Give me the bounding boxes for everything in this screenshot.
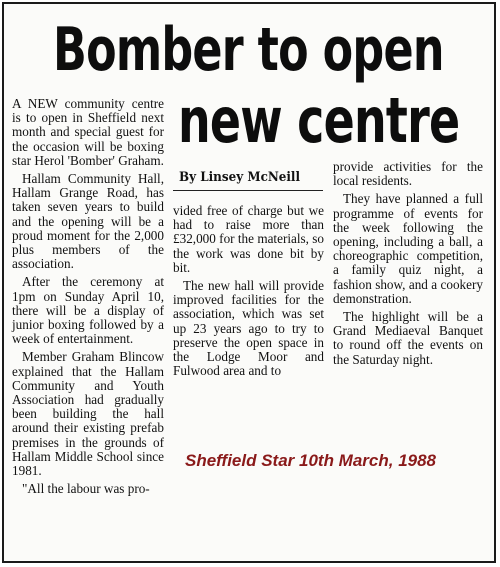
paragraph: The new hall will provide improved facilities for the association, which was set up 23 years ago to try to preserve the open space in the Lodge Moor and Fulwood area and to — [173, 278, 324, 379]
byline: By Linsey McNeill — [179, 170, 301, 185]
paragraph: A NEW community centre is to open in Sheffield next month and special guest for the occasion will be boxing star Herol 'Bomber' Graham. — [12, 96, 164, 168]
article-column-1 — [12, 97, 164, 500]
paragraph: After the ceremony at 1pm on Sunday April 10, there will be a display of junior boxing followed by a week of entertainment. — [12, 274, 164, 347]
paragraph: Hallam Community Hall, Hallam Grange Road, has taken seven years to build and the opening will be a proud moment for the 2,000 plus members of the association. — [12, 171, 164, 272]
article-column-3 — [333, 160, 483, 371]
paragraph: The highlight will be a Grand Mediaeval Banquet to round off the events on the Saturday night. — [333, 309, 483, 367]
source-caption: Sheffield Star 10th March, 1988 — [185, 451, 437, 470]
paragraph: "All the labour was pro- — [22, 481, 150, 497]
paragraph: They have planned a full programme of events for the week following the opening, including a ball, a choreographic competition, a family quiz night, a fashion show, and a cookery demonstration. — [333, 191, 483, 306]
headline-line-1: Bomber to open — [53, 15, 444, 85]
paragraph: vided free of charge but we had to raise more than £32,000 for the materials, so the work was done bit by bit. — [173, 203, 324, 275]
paragraph: provide activities for the local residents. — [333, 159, 483, 189]
article-column-2 — [173, 204, 324, 382]
headline-line-2: new centre — [178, 84, 460, 157]
byline-rule — [173, 190, 323, 191]
paragraph: Member Graham Blincow explained that the Hallam Community and Youth Association had gradually been building the hall around their existing prefab premises in the grounds of Hallam Middle School since 1981. — [12, 349, 164, 479]
